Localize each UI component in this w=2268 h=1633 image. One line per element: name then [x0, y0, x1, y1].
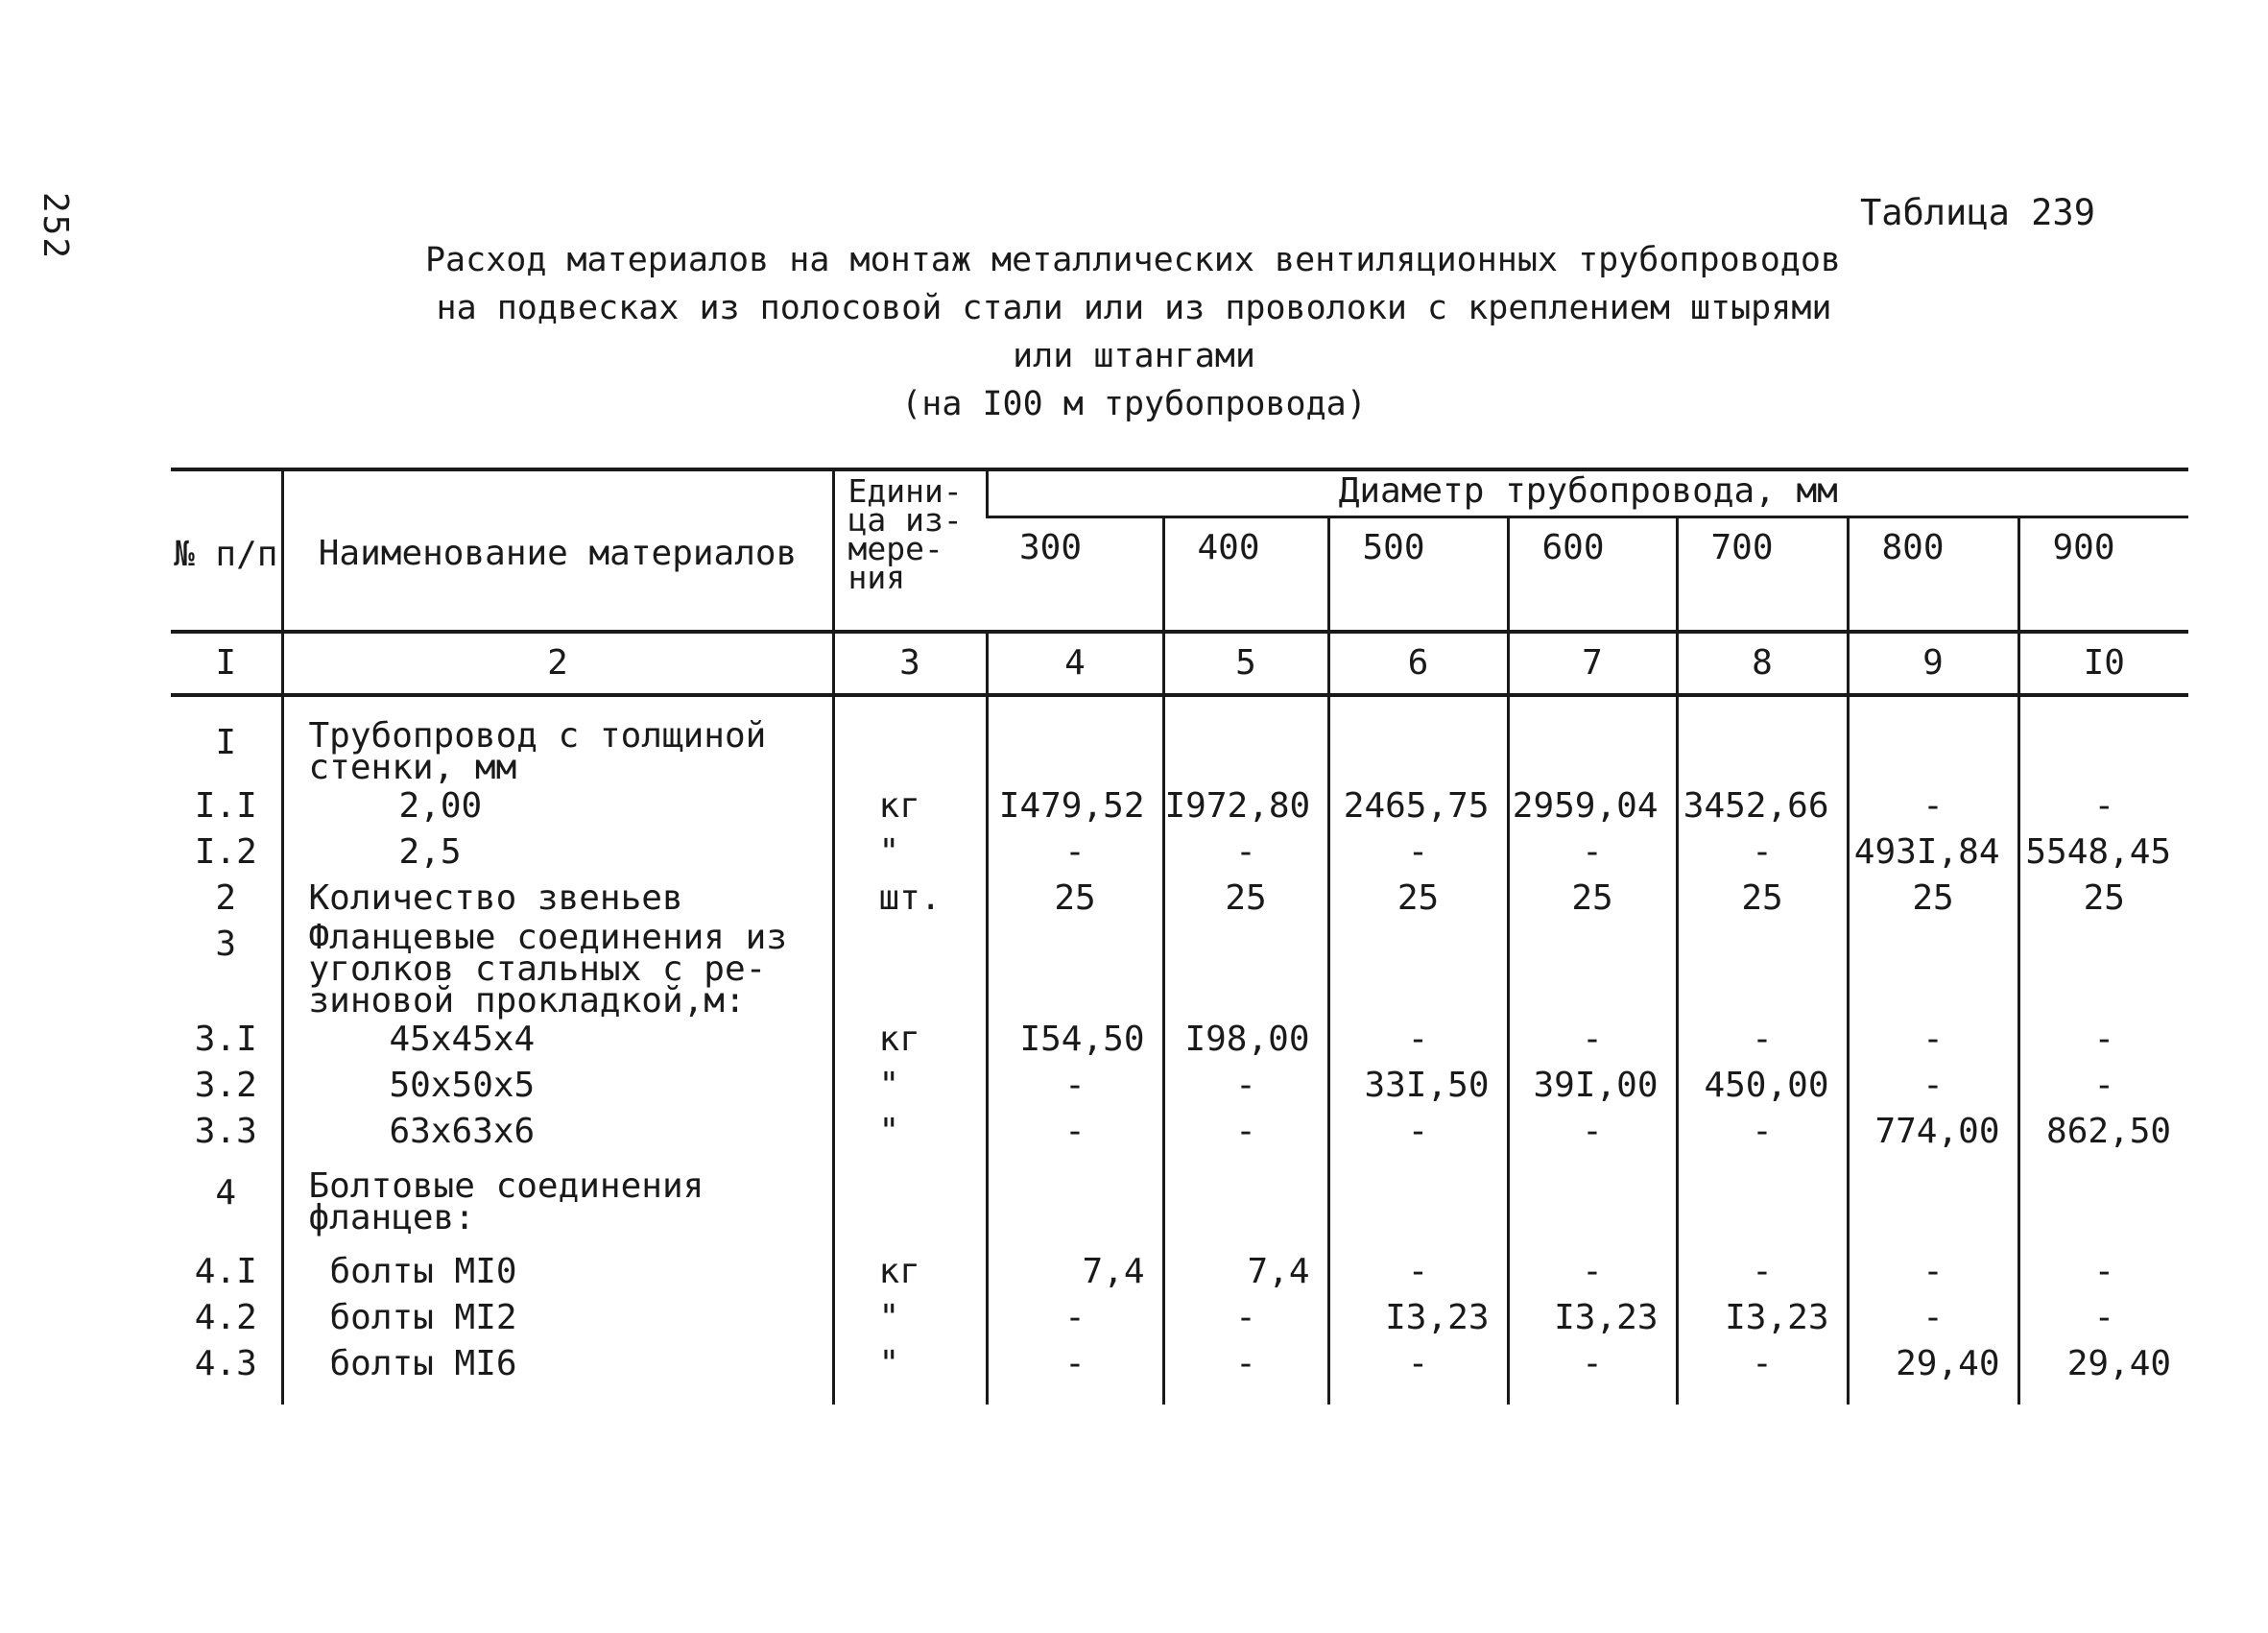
- table-row: [171, 1249, 2188, 1295]
- value-cell: -: [1848, 783, 2018, 829]
- unit-cell: ": [833, 1109, 987, 1155]
- value-cell: 29,40: [2018, 1341, 2188, 1405]
- header-diameter: 800: [1848, 517, 2018, 633]
- unit-cell: ": [833, 1295, 987, 1341]
- value-cell: I3,23: [1328, 1295, 1508, 1341]
- value-cell: -: [1677, 829, 1848, 876]
- material-name: болты MI6: [282, 1341, 833, 1405]
- value-cell: [2018, 1170, 2188, 1234]
- row-number: 3.I: [194, 1020, 257, 1059]
- title-line: (на I00 м трубопровода): [901, 385, 1367, 423]
- material-name: Количество звеньев: [282, 876, 833, 922]
- value-cell: [1848, 922, 2018, 1017]
- value-cell: -: [1848, 1063, 2018, 1109]
- value-cell: 3452,66: [1677, 783, 1848, 829]
- value-cell: [1508, 695, 1677, 783]
- value-cell: [987, 1170, 1163, 1234]
- value-cell: -: [1848, 1295, 2018, 1341]
- unit-cell: ": [833, 829, 987, 876]
- column-number-row: [171, 632, 2188, 695]
- value-cell: [1848, 1170, 2018, 1234]
- value-cell: -: [1328, 1109, 1508, 1155]
- value-cell: 862,50: [2018, 1109, 2188, 1155]
- value-cell: 7,4: [1163, 1249, 1328, 1295]
- row-number: 2: [215, 878, 237, 918]
- value-cell: -: [1848, 1249, 2018, 1295]
- page-number: 252: [36, 192, 75, 261]
- table-row: [171, 1341, 2188, 1405]
- value-cell: [1508, 922, 1677, 1017]
- value-cell: -: [1677, 1017, 1848, 1063]
- value-cell: -: [1163, 1109, 1328, 1155]
- material-name: 63x63x6: [282, 1109, 833, 1155]
- value-cell: [1677, 922, 1848, 1017]
- title-line: Расход материалов на монтаж металлических вентиляционных трубопроводов: [424, 241, 1842, 279]
- material-name: болты MI2: [282, 1295, 833, 1341]
- value-cell: [1163, 1170, 1328, 1234]
- table-row: [171, 1170, 2188, 1234]
- value-cell: [1163, 695, 1328, 783]
- value-cell: -: [1328, 1249, 1508, 1295]
- value-cell: -: [1328, 1017, 1508, 1063]
- value-cell: [987, 922, 1163, 1017]
- row-number: I.I: [194, 786, 257, 826]
- value-cell: I972,80: [1163, 783, 1328, 829]
- table-row: [171, 829, 2188, 876]
- value-cell: I98,00: [1163, 1017, 1328, 1063]
- header-no: № п/п: [171, 469, 282, 632]
- value-cell: 450,00: [1677, 1063, 1848, 1109]
- value-cell: -: [1677, 1341, 1848, 1405]
- value-cell: 25: [2018, 876, 2188, 922]
- header-diameter: 700: [1677, 517, 1848, 633]
- value-cell: -: [1508, 1341, 1677, 1405]
- value-cell: -: [1508, 1249, 1677, 1295]
- value-cell: 33I,50: [1328, 1063, 1508, 1109]
- column-number: 7: [1508, 632, 1677, 695]
- header-diameter: 600: [1508, 517, 1677, 633]
- value-cell: -: [2018, 783, 2188, 829]
- material-name: Фланцевые соединения из уголков стальных с ре- зиновой прокладкой,м:: [282, 922, 833, 1017]
- value-cell: [1163, 922, 1328, 1017]
- value-cell: -: [987, 829, 1163, 876]
- value-cell: 2465,75: [1328, 783, 1508, 829]
- header-unit: Едини- ца из- мере- ния: [833, 469, 987, 632]
- header-diameter-group: Диаметр трубопровода, мм: [987, 469, 2188, 517]
- value-cell: 25: [1677, 876, 1848, 922]
- value-cell: [1848, 695, 2018, 783]
- materials-table: [171, 468, 2188, 1405]
- table-row: [171, 1017, 2188, 1063]
- value-cell: I479,52: [987, 783, 1163, 829]
- table-label: Таблица 239: [1859, 192, 2095, 233]
- value-cell: -: [2018, 1017, 2188, 1063]
- value-cell: -: [1328, 1341, 1508, 1405]
- value-cell: 25: [987, 876, 1163, 922]
- column-number: 4: [987, 632, 1163, 695]
- value-cell: -: [1677, 1109, 1848, 1155]
- table-row: [171, 922, 2188, 1017]
- value-cell: -: [2018, 1063, 2188, 1109]
- unit-cell: кг: [833, 1017, 987, 1063]
- table-row: [171, 1295, 2188, 1341]
- value-cell: 25: [1328, 876, 1508, 922]
- title-line: на подвесках из полосовой стали или из проволоки с креплением штырями: [436, 289, 1832, 327]
- value-cell: -: [1328, 829, 1508, 876]
- table-title: [0, 236, 2268, 428]
- material-name: Трубопровод с толщиной стенки, мм: [282, 695, 833, 783]
- row-number: I.2: [194, 832, 257, 872]
- column-number: 2: [282, 632, 833, 695]
- value-cell: -: [1163, 1295, 1328, 1341]
- column-number: I: [171, 632, 282, 695]
- row-number: 3.2: [194, 1066, 257, 1105]
- value-cell: [1677, 1170, 1848, 1234]
- unit-cell: [833, 1170, 987, 1234]
- column-number: 6: [1328, 632, 1508, 695]
- value-cell: I3,23: [1677, 1295, 1848, 1341]
- value-cell: [1328, 922, 1508, 1017]
- value-cell: [1328, 695, 1508, 783]
- row-number: 4.2: [194, 1298, 257, 1337]
- column-number: 5: [1163, 632, 1328, 695]
- column-number: 9: [1848, 632, 2018, 695]
- row-number: 4: [215, 1173, 237, 1213]
- title-line: или штангами: [1013, 337, 1255, 375]
- header-diameter: 400: [1163, 517, 1328, 633]
- value-cell: [1508, 1170, 1677, 1234]
- row-number: 4.I: [194, 1252, 257, 1291]
- table-row: [171, 1063, 2188, 1109]
- value-cell: 29,40: [1848, 1341, 2018, 1405]
- value-cell: -: [987, 1063, 1163, 1109]
- row-number: I: [215, 723, 237, 762]
- value-cell: [2018, 922, 2188, 1017]
- unit-cell: ": [833, 1341, 987, 1405]
- column-number: 8: [1677, 632, 1848, 695]
- row-number: 3: [215, 925, 237, 964]
- unit-cell: ": [833, 1063, 987, 1109]
- value-cell: [2018, 695, 2188, 783]
- value-cell: -: [2018, 1249, 2188, 1295]
- header-diameter: 500: [1328, 517, 1508, 633]
- row-number: 4.3: [194, 1344, 257, 1383]
- header-diameter: 300: [1019, 528, 1083, 567]
- column-number: 3: [833, 632, 987, 695]
- value-cell: -: [1848, 1017, 2018, 1063]
- unit-cell: [833, 922, 987, 1017]
- value-cell: -: [1508, 1017, 1677, 1063]
- material-name: 50x50x5: [282, 1063, 833, 1109]
- unit-cell: [833, 695, 987, 783]
- value-cell: -: [1163, 1063, 1328, 1109]
- value-cell: -: [987, 1109, 1163, 1155]
- value-cell: 25: [1163, 876, 1328, 922]
- material-name: 2,5: [282, 829, 833, 876]
- value-cell: I3,23: [1508, 1295, 1677, 1341]
- value-cell: [987, 695, 1163, 783]
- column-number: I0: [2018, 632, 2188, 695]
- material-name: 2,00: [282, 783, 833, 829]
- value-cell: 5548,45: [2018, 829, 2188, 876]
- row-number: 3.3: [194, 1112, 257, 1151]
- value-cell: -: [2018, 1295, 2188, 1341]
- value-cell: -: [1508, 829, 1677, 876]
- value-cell: 25: [1848, 876, 2018, 922]
- value-cell: -: [1508, 1109, 1677, 1155]
- material-name: болты MI0: [282, 1249, 833, 1295]
- unit-cell: кг: [833, 1249, 987, 1295]
- value-cell: -: [987, 1295, 1163, 1341]
- value-cell: 493I,84: [1848, 829, 2018, 876]
- table-row: [171, 695, 2188, 783]
- value-cell: -: [1677, 1249, 1848, 1295]
- value-cell: 774,00: [1848, 1109, 2018, 1155]
- value-cell: I54,50: [987, 1017, 1163, 1063]
- value-cell: -: [987, 1341, 1163, 1405]
- value-cell: 2959,04: [1508, 783, 1677, 829]
- value-cell: [1677, 695, 1848, 783]
- value-cell: [1328, 1170, 1508, 1234]
- header-name: Наименование материалов: [282, 469, 833, 632]
- table-row: [171, 783, 2188, 829]
- material-name: 45x45x4: [282, 1017, 833, 1063]
- unit-cell: кг: [833, 783, 987, 829]
- table-row: [171, 876, 2188, 922]
- value-cell: -: [1163, 829, 1328, 876]
- value-cell: 39I,00: [1508, 1063, 1677, 1109]
- value-cell: 25: [1508, 876, 1677, 922]
- unit-cell: шт.: [833, 876, 987, 922]
- value-cell: 7,4: [987, 1249, 1163, 1295]
- value-cell: -: [1163, 1341, 1328, 1405]
- material-name: Болтовые соединения фланцев:: [282, 1170, 833, 1234]
- header-diameter: 900: [2018, 517, 2188, 633]
- table-row: [171, 1109, 2188, 1155]
